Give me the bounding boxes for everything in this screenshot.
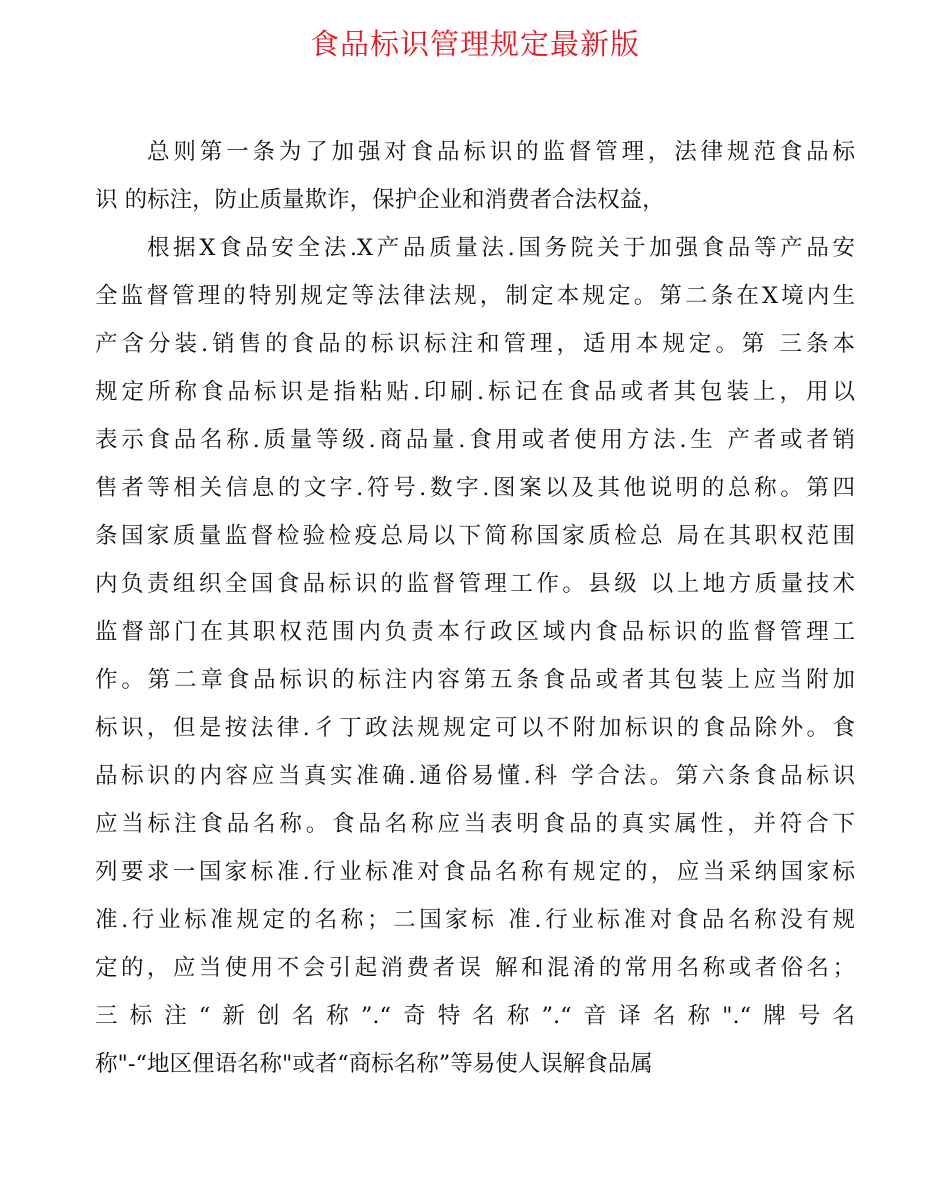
document-body — [95, 128, 855, 1088]
paragraph-1-line-2: 识 的标注，防止质量欺诈，保护企业和消费者合法权益， — [95, 187, 665, 213]
paragraph-2-line-9: 监督部门在其职权范围内负责本行政区域内食品标识的监督管理工 — [95, 619, 855, 645]
paragraph-2-line-1: 根据X食品安全法.X产品质量法.国务院关于加强食品等产品安 — [147, 235, 855, 261]
paragraph-2-line-18: 称"-“地区俚语名称"或者“商标名称”等易使人误解食品属 — [95, 1051, 653, 1077]
paragraph-2-line-8: 内负责组织全国食品标识的监督管理工作。县级 以上地方质量技术 — [95, 571, 855, 597]
paragraph-2-line-17: 三标注“新创名称”.“奇特名称”.“音译名称".“牌号名 — [95, 1003, 855, 1029]
paragraph-2-line-11: 标识，但是按法律.彳丁政法规规定可以不附加标识的食品除外。食 — [95, 715, 855, 741]
paragraph-2-line-12: 品标识的内容应当真实准确.通俗易懂.科 学合法。第六条食品标识 — [95, 763, 855, 789]
document-title: 食品标识管理规定最新版 — [309, 27, 640, 61]
paragraph-2-line-2: 全监督管理的特别规定等法律法规，制定本规定。第二条在X境内生 — [95, 283, 855, 309]
paragraph-2-line-4: 规定所称食品标识是指粘贴.印刷.标记在食品或者其包装上，用以 — [95, 379, 855, 405]
paragraph-2-line-16: 定的，应当使用不会引起消费者误 解和混淆的常用名称或者俗名； — [95, 955, 855, 981]
paragraph-2-line-7: 条国家质量监督检验检疫总局以下简称国家质检总 局在其职权范围 — [95, 523, 855, 549]
paragraph-2-line-3: 产含分装.销售的食品的标识标注和管理，适用本规定。第 三条本 — [95, 331, 855, 357]
paragraph-2-line-15: 准.行业标准规定的名称；二国家标 准.行业标准对食品名称没有规 — [95, 907, 855, 933]
paragraph-2-line-13: 应当标注食品名称。食品名称应当表明食品的真实属性，并符合下 — [95, 811, 855, 837]
paragraph-2-line-10: 作。第二章食品标识的标注内容第五条食品或者其包装上应当附加 — [95, 667, 855, 693]
paragraph-2-line-6: 售者等相关信息的文字.符号.数字.图案以及其他说明的总称。第四 — [95, 475, 855, 501]
paragraph-2-line-14: 列要求一国家标准.行业标准对食品名称有规定的，应当采纳国家标 — [95, 859, 855, 885]
paragraph-2-line-5: 表示食品名称.质量等级.商品量.食用或者使用方法.生 产者或者销 — [95, 427, 855, 453]
paragraph-1-line-1: 总则第一条为了加强对食品标识的监督管理，法律规范食品标 — [147, 139, 855, 165]
